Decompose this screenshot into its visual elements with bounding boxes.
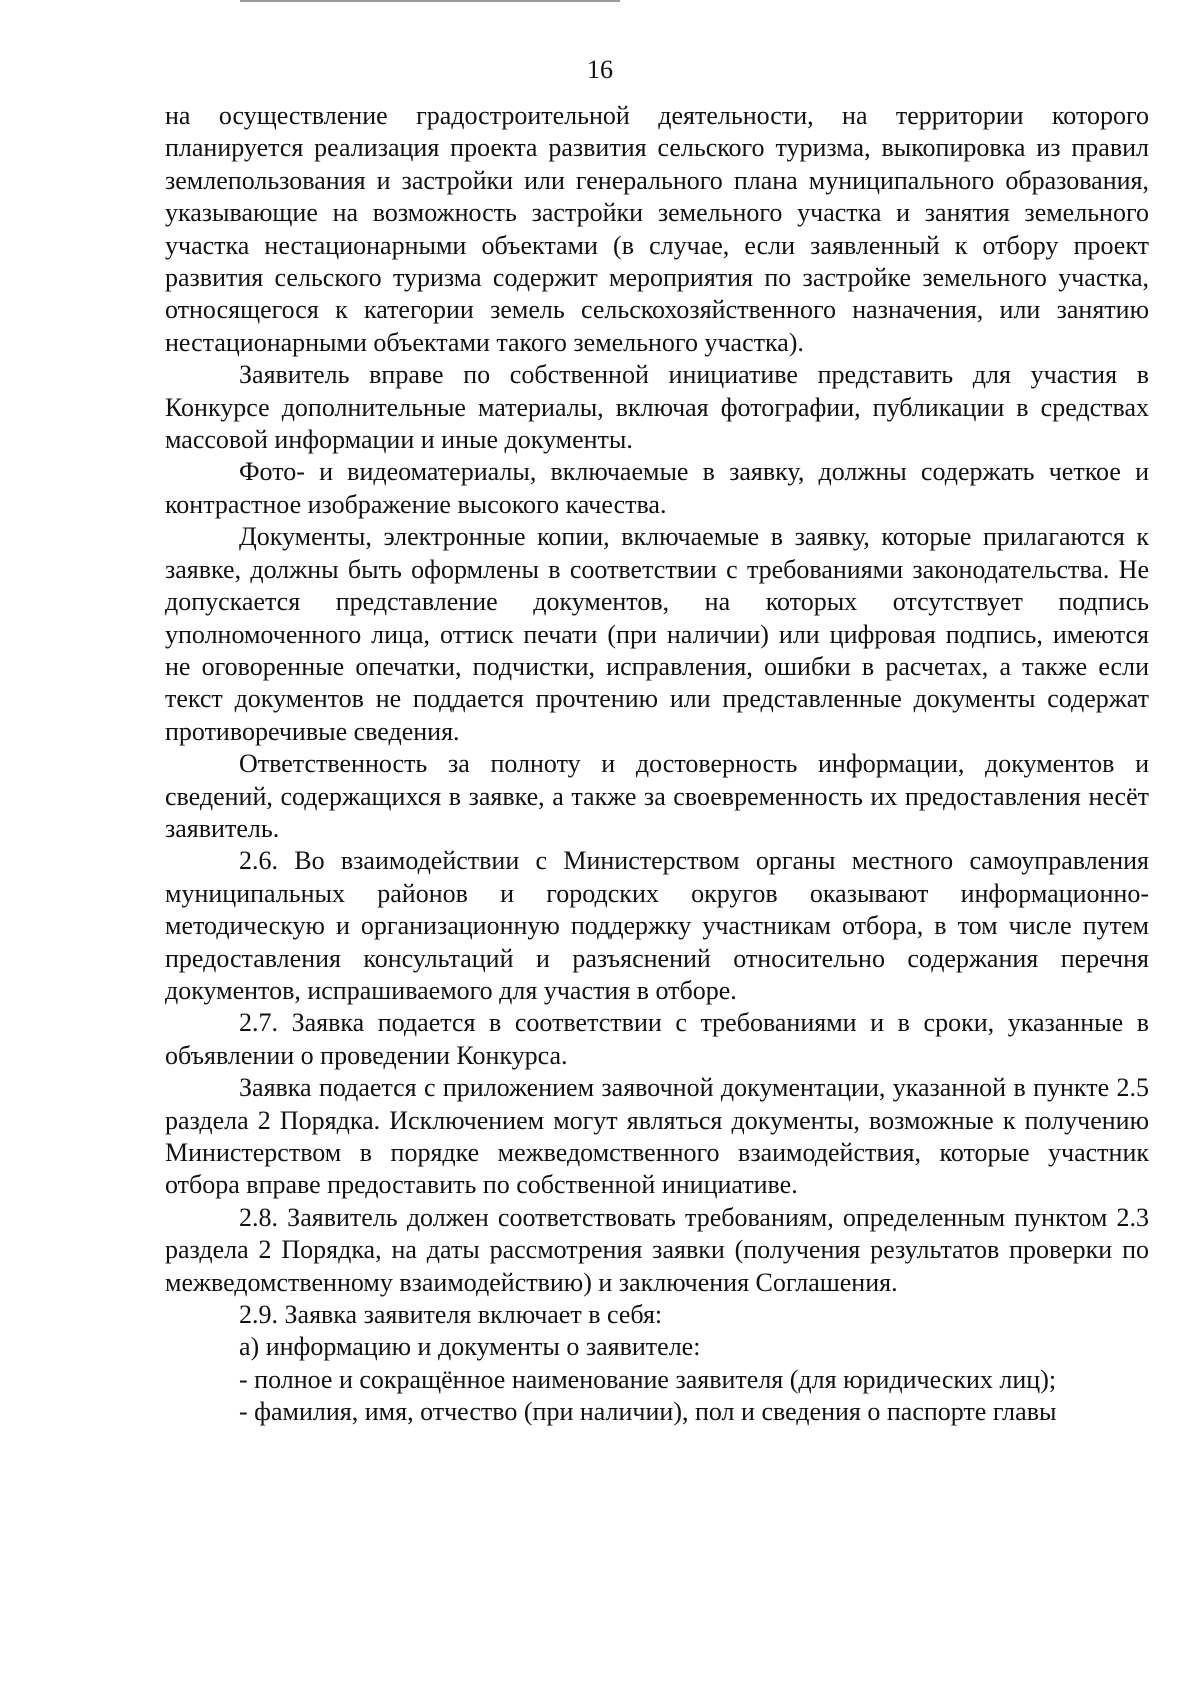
paragraph-2-9: 2.9. Заявка заявителя включает в себя:: [239, 1300, 663, 1330]
paragraph-application-docs: Заявка подается с приложением заявочной документации, указанной в пункте 2.5 раздела 2 Порядка. Исключением могут являться документы, возможные к получению Министерством в порядке межведомственного взаимодействия, которые участник отбора вправе предоставить по собственной инициативе.: [165, 1073, 1149, 1200]
paragraph-responsibility: Ответственность за полноту и достоверность информации, документов и сведений, содержащихся в заявке, а также за своевременность их предоставления несёт заявитель.: [165, 749, 1149, 843]
list-item-full-name: - полное и сокращённое наименование заявителя (для юридических лиц);: [239, 1364, 1057, 1394]
paragraph-2-8: 2.8. Заявитель должен соответствовать требованиям, определенным пунктом 2.3 раздела 2 Порядка, на даты рассмотрения заявки (получения результатов проверки по межведомственному взаимодействию) и заключения Соглашения.: [165, 1202, 1149, 1297]
document-body: [165, 100, 1149, 1429]
paragraph-documents-requirements: Документы, электронные копии, включаемые в заявку, которые прилагаются к заявке, должны быть оформлены в соответствии с требованиями законодательства. Не допускается представление документов, на которых отсутствует подпись уполномоченного лица, оттиск печати (при наличии) или цифровая подпись, имеются не оговоренные опечатки, подчистки, исправления, ошибки в расчетах, а также если текст документов не поддается прочтению или представленные документы содержат противоречивые сведения.: [165, 522, 1149, 746]
list-item-passport: - фамилия, имя, отчество (при наличии), пол и сведения о паспорте главы: [239, 1397, 1057, 1427]
scan-edge-line: [240, 0, 620, 2]
page-number: 16: [587, 55, 613, 84]
paragraph-2-7: 2.7. Заявка подается в соответствии с требованиями и в сроки, указанные в объявлении о проведении Конкурса.: [165, 1008, 1149, 1070]
list-item-a: а) информацию и документы о заявителе:: [239, 1332, 701, 1362]
paragraph-additional-materials: Заявитель вправе по собственной инициативе представить для участия в Конкурсе дополнительные материалы, включая фотографии, публикации в средствах массовой информации и иные документы.: [165, 360, 1149, 455]
paragraph-2-6: 2.6. Во взаимодействии с Министерством органы местного самоуправления муниципальных районов и городских округов оказывают информационно-методическую и организационную поддержку участникам отбора, в том числе путем предоставления консультаций и разъяснений относительно содержания перечня документов, испрашиваемого для участия в отборе.: [165, 846, 1149, 1005]
paragraph-continuation: на осуществление градостроительной деятельности, на территории которого планируется реализация проекта развития сельского туризма, выкопировка из правил землепользования и застройки или генерального плана муниципального образования, указывающие на возможность застройки земельного участка и занятия земельного участка нестационарными объектами (в случае, если заявленный к отбору проект развития сельского туризма содержит мероприятия по застройке земельного участка, относящегося к категории земель сельскохозяйственного назначения, или занятию нестационарными объектами такого земельного участка).: [165, 101, 1149, 357]
paragraph-photo-video: Фото- и видеоматериалы, включаемые в заявку, должны содержать четкое и контрастное изображение высокого качества.: [165, 457, 1149, 519]
